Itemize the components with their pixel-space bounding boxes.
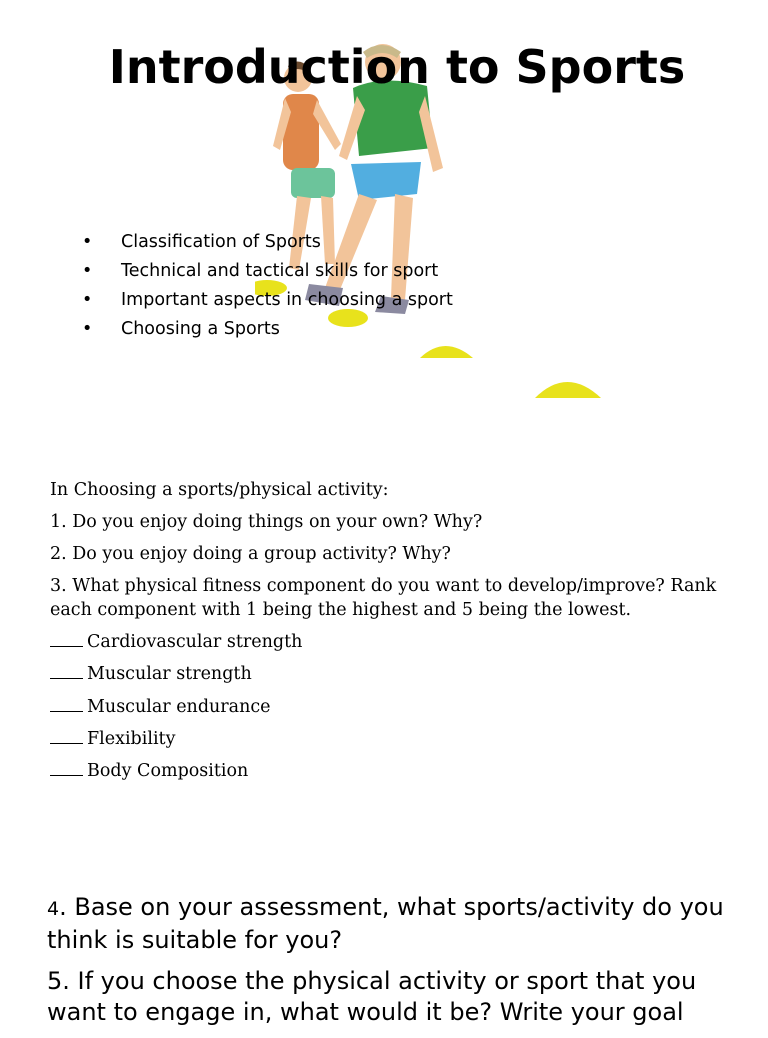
bullet-icon: • [82,232,93,252]
topic-list [82,229,453,345]
question-2: 2. Do you enjoy doing a group activity? Why? [50,544,451,564]
cone-icon [420,346,473,358]
closing-questions [47,892,747,1038]
list-item [82,258,453,287]
bullet-icon: • [82,290,93,310]
question-3: 3. What physical fitness component do you want to develop/improve? Rank each component with 1 being the highest and 5 being the lowest. [50,576,717,620]
bullet-icon: • [82,261,93,281]
bullet-icon: • [82,319,93,339]
component-label: Muscular endurance [87,696,271,717]
topic-label: Choosing a Sports [121,319,280,339]
question-4 [47,892,747,956]
component-item [50,759,740,783]
topic-label: Classification of Sports [121,232,321,252]
topic-label: Technical and tactical skills for sport [121,261,439,281]
question-4-text: . Base on your assessment, what sports/activity do you think is suitable for you? [47,893,724,954]
question-4-number: 4 [47,898,60,920]
component-label: Cardiovascular strength [87,632,303,652]
list-item [82,229,453,258]
component-item [50,695,740,719]
component-item [50,662,740,686]
topic-label: Important aspects in choosing a sport [121,290,453,310]
answer-blank[interactable] [50,678,83,679]
worksheet-questions [50,478,740,791]
list-item [82,316,453,345]
component-item [50,630,740,654]
answer-blank[interactable] [50,711,83,712]
component-item [50,727,740,751]
page-title: Introduction to Sports [108,40,686,94]
list-item [82,287,453,316]
answer-blank[interactable] [50,743,83,744]
worksheet-intro: In Choosing a sports/physical activity: [50,480,389,500]
answer-blank[interactable] [50,775,83,776]
component-label: Flexibility [87,728,176,749]
question-5: 5. If you choose the physical activity or sport that you want to engage in, what would it be? Write your goal [47,967,697,1026]
cone-icon [535,382,601,398]
answer-blank[interactable] [50,646,83,647]
component-label: Body Composition [87,761,249,782]
question-1: 1. Do you enjoy doing things on your own? Why? [50,512,483,532]
component-label: Muscular strength [87,664,252,685]
